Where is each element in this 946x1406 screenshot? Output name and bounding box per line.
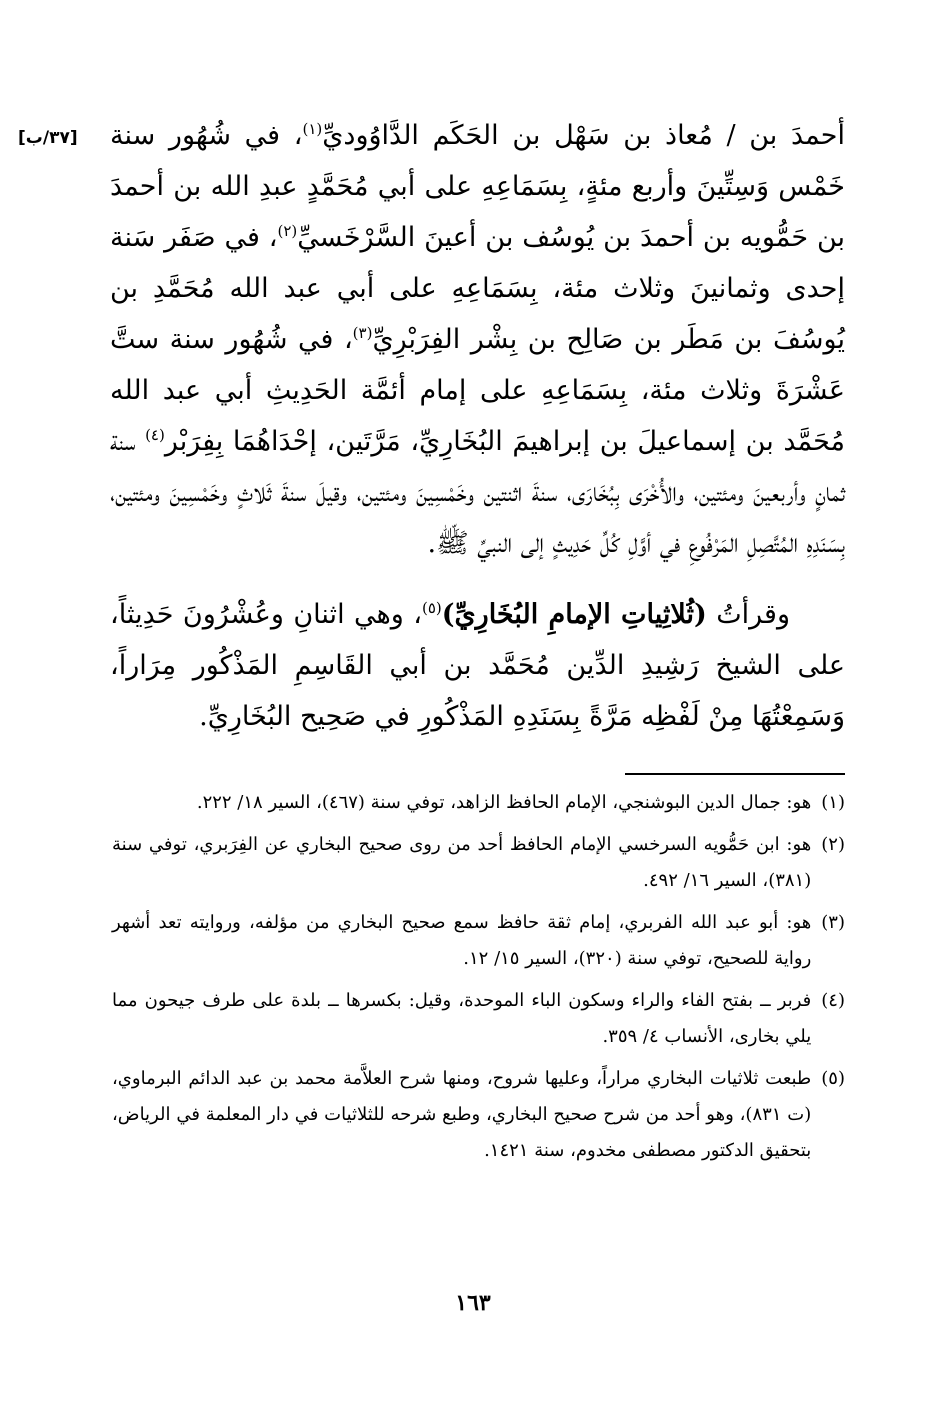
paragraph-1: [110, 110, 845, 569]
footnote-text: طبعت ثلاثيات البخاري مراراً، وعليها شروح، ومنها شرح العلاَّمة محمد بن عبد الدائم البرماوي، (ت ٨٣١)، وهو أحد من شرح صحيح البخاري، وطبع شرحه للثلاثيات في دار المعلمة في الرياض، بتحقيق الدكتور مصطفى مخدوم، سنة ١٤٢١.: [112, 1068, 812, 1161]
footnote-ref-1: (١): [302, 120, 323, 138]
footnote-2: [112, 827, 845, 899]
footnote-5: [112, 1061, 845, 1169]
footnote-text: هو: أبو عبد الله الفربري، إمام ثقة حافظ سمع صحيح البخاري من مؤلفه، وروايته تعد أشهر رواية للصحيح، توفي سنة (٣٢٠)، السير ١٥/ ١٢.: [112, 912, 812, 969]
footnote-ref-2: (٢): [277, 222, 298, 240]
footnote-text: هو: جمال الدين البوشنجي، الإمام الحافظ الزاهد، توفي سنة (٤٦٧)، السير ١٨/ ٢٢٢.: [196, 792, 812, 813]
text-segment: ، في صَفَر سَنة إحدى وثمانينَ وثلاث مئة، بِسَمَاعِهِ على أبي عبد الله مُحَمَّدِ بن يُوسُفَ بن مَطَر بن صَالِح بن بِشْر الفِرَبْرِيِّ: [110, 222, 845, 355]
text-segment: ، في شُهُور سنة خَمْس وَسِتِّينَ وأربع مئةٍ، بِسَمَاعِهِ على أبي مُحَمَّدٍ عبدِ الله بن أحمدَ بن حَمُّويه بن أحمدَ بن يُوسُف بن أعينَ السَّرْخَسيِّ: [110, 120, 846, 253]
footnote-1: [112, 785, 845, 821]
footnote-number: (١): [821, 792, 845, 813]
page-number: ١٦٣: [455, 1290, 491, 1316]
main-text: [110, 110, 845, 742]
text-segment: ، في شُهُور سنة ستَّ عَشْرَةَ وثلاث مئة، بِسَمَاعِهِ على إمام أئمَّة الحَدِيثِ أبي عبد الله مُحَمَّد بن إسماعيلَ بن إبراهيمَ البُخَارِيِّ، مَرَّتَين، إحْدَاهُمَا بِفِرَبْر: [110, 324, 845, 457]
footnotes: [112, 785, 845, 1175]
footnote-ref-5: (٥): [421, 599, 442, 617]
footnote-ref-3: (٣): [352, 324, 373, 342]
text-segment: وقرأتُ: [706, 599, 790, 630]
book-title: (ثُلاثِياتِ الإمامِ البُخَارِيِّ): [441, 599, 707, 630]
footnote-separator: [625, 773, 845, 775]
footnote-text: فربر ــ بفتح الفاء والراء وسكون الباء الموحدة، وقيل: بكسرها ــ بلدة على طرف جيحون مما يلي بخارى، الأنساب ٤/ ٣٥٩.: [112, 990, 812, 1047]
manuscript-folio-marker: [٣٧/ب]: [18, 128, 78, 148]
footnote-number: (٣): [821, 912, 845, 933]
footnote-number: (٥): [821, 1068, 845, 1089]
footnote-text: هو: ابن حَمُّويه السرخسي الإمام الحافظ أحد من روى صحيح البخاري عن الفِرَبري، توفي سنة (٣٨١)، السير ١٦/ ٤٩٢.: [112, 834, 812, 891]
text-segment: أحمدَ بن / مُعاذ بن سَهْل بن الحَكَم الدَّاوُوديِّ: [322, 120, 845, 151]
text-segment: ، وهي اثنانِ وعُشْرُونَ حَدِيثاً، على الشيخ رَشِيدِ الدِّين مُحَمَّد بن أبي القَاسِمِ المَذْكُور مِرَاراً، وَسَمِعْتُهَا مِنْ لَفْظِه مَرَّةً بِسَنَدِهِ المَذْكُورِ في صَحِيح البُخَارِيِّ.: [110, 599, 845, 732]
text-segment: سنة ثمانٍ وأربعينَ ومئتين، والأُخْرَى بِبُخَارَى، سنةَ اثنتين وخَمْسِينَ ومئتين، وقيلَ سنةَ ثَلاثٍ وخَمْسِينَ ومئتين، بِسَنَدِهِ المُتَّصِلِ المَرْفُوعِ في أوَّلِ كُلِّ حَدِيثٍ إلى النبيِّ ﷺ.: [110, 426, 845, 559]
footnote-ref-4: (٤): [145, 426, 165, 444]
footnote-number: (٤): [821, 990, 845, 1011]
footnote-3: [112, 905, 845, 977]
footnote-number: (٢): [821, 834, 845, 855]
footnote-4: [112, 983, 845, 1055]
paragraph-2: [110, 589, 845, 742]
